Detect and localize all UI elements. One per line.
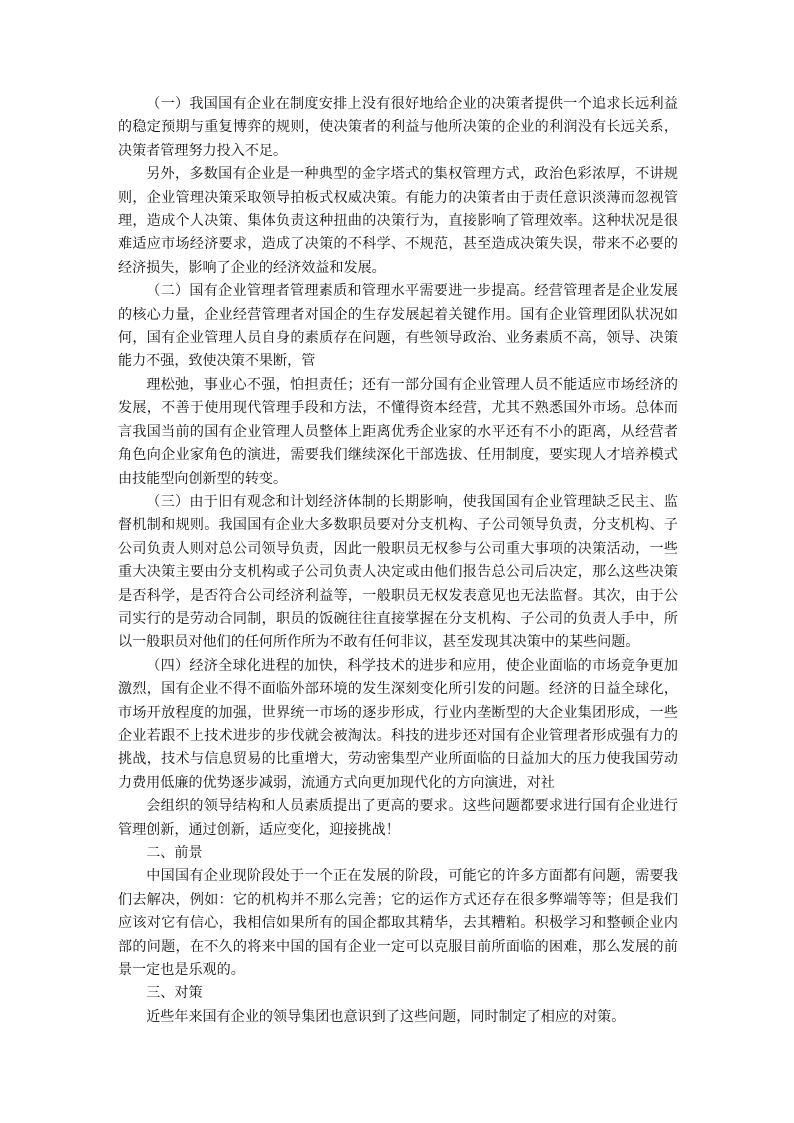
paragraph-2: 另外，多数国有企业是一种典型的金字塔式的集权管理方式，政治色彩浓厚，不讲规则，企业管理决策采取领导拍板式权威决策。有能力的决策者由于责任意识淡薄而忽视管理，造成个人决策、集体负责这种扭曲的决策行为，直接影响了管理效率。这种状况是很难适应市场经济要求，造成了决策的不科学、不规范，甚至造成决策失误，带来不必要的经济损失，影响了企业的经济效益和发展。 <box>118 166 678 276</box>
document-page <box>118 93 678 1029</box>
paragraph-5: （三）由于旧有观念和计划经济体制的长期影响，使我国国有企业管理缺乏民主、监督机制和规则。我国国有企业大多数职员要对分支机构、子公司领导负责，分支机构、子公司负责人则对总公司领导负责，因此一般职员无权参与公司重大事项的决策活动，一些重大决策主要由分支机构或子公司负责人决定或由他们报告总公司后决定，那么这些决策是否科学，是否符合公司经济利益等，一般职员无权发表意见也无法监督。其次，由于公司实行的是劳动合同制，职员的饭碗往往直接掌握在分支机构、子公司的负责人手中，所以一般职员对他们的任何所作所为不敢有任何非议，甚至发现其决策中的某些问题。 <box>118 493 678 651</box>
paragraph-3: （二）国有企业管理者管理素质和管理水平需要进一步提高。经营管理者是企业发展的核心力量，企业经营管理者对国企的生存发展起着关键作用。国有企业管理团队状况如何，国有企业管理人员自身的素质存在问题，有些领导政治、业务素质不高，领导、决策能力不强，致使决策不果断，管 <box>118 283 678 370</box>
paragraph-6: （四）经济全球化进程的加快，科学技术的进步和应用，使企业面临的市场竞争更加激烈，国有企业不得不面临外部环境的发生深刻变化所引发的问题。经济的日益全球化，市场开放程度的加强，世界统一市场的逐步形成，行业内垄断型的大企业集团形成，一些企业若跟不上技术进步的步伐就会被淘汰。科技的进步还对国有企业管理者形成强有力的挑战，技术与信息贸易的比重增大，劳动密集型产业所面临的日益加大的压力使我国劳动力费用低廉的优势逐步减弱，流通方式向更加现代化的方向演进，对社 <box>118 657 678 791</box>
paragraph-4: 理松弛，事业心不强，怕担责任；还有一部分国有企业管理人员不能适应市场经济的发展，不善于使用现代管理手段和方法，不懂得资本经营，尤其不熟悉国外市场。总体而言我国当前的国有企业管理人员整体上距离优秀企业家的水平还有不小的距离，从经营者角色向企业家角色的演进，需要我们继续深化干部选拔、任用制度，要实现人才培养模式由技能型向创新型的转变。 <box>118 376 678 487</box>
section-heading-countermeasures: 三、对策 <box>146 985 203 1002</box>
paragraph-1: （一）我国国有企业在制度安排上没有很好地给企业的决策者提供一个追求长远利益的稳定预期与重复博弈的规则，使决策者的利益与他所决策的企业的利润没有长远关系，决策者管理努力投入不足。 <box>118 96 678 159</box>
paragraph-8: 中国国有企业现阶段处于一个正在发展的阶段，可能它的许多方面都有问题，需要我们去解决，例如：它的机构并不那么完善；它的运作方式还存在很多弊端等等；但是我们应该对它有信心，我相信如果所有的国企都取其精华，去其糟粕。积极学习和整顿企业内部的问题，在不久的将来中国的国有企业一定可以克服目前所面临的困难，那么发展的前景一定也是乐观的。 <box>118 868 678 979</box>
paragraph-9: 近些年来国有企业的领导集团也意识到了这些问题，同时制定了相应的对策。 <box>146 1008 626 1025</box>
paragraph-7: 会组织的领导结构和人员素质提出了更高的要求。这些问题都要求进行国有企业进行管理创新，通过创新，适应变化，迎接挑战！ <box>118 798 678 838</box>
section-heading-prospects: 二、前景 <box>146 845 203 861</box>
